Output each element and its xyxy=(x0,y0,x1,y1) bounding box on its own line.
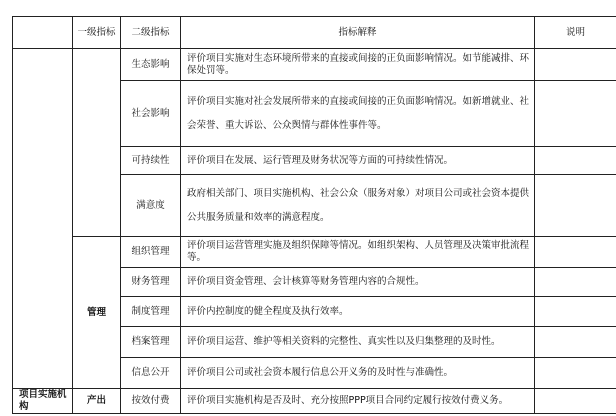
header-blank xyxy=(13,17,73,49)
note-cell xyxy=(535,49,616,81)
note-cell xyxy=(535,268,616,297)
level2-cell: 满意度 xyxy=(121,175,181,237)
indicator-table xyxy=(12,16,616,414)
table-row xyxy=(13,49,616,81)
explanation-cell: 评价项目运营管理实施及组织保障等情况。如组织架构、人员管理及决策审批流程等。 xyxy=(181,237,535,268)
note-cell xyxy=(535,175,616,237)
explanation-cell: 评价项目公司或社会资本履行信息公开义务的及时性与准确性。 xyxy=(181,358,535,389)
explanation-cell: 政府相关部门、项目实施机构、社会公众（服务对象）对项目公司或社会资本提供公共服务质量和效率的满意程度。 xyxy=(181,175,535,237)
note-cell xyxy=(535,327,616,358)
level1-cell-output: 产出 xyxy=(73,389,121,414)
note-cell xyxy=(535,147,616,175)
header-level1: 一级指标 xyxy=(73,17,121,49)
note-cell xyxy=(535,237,616,268)
note-cell xyxy=(535,297,616,327)
level2-cell: 制度管理 xyxy=(121,297,181,327)
note-cell xyxy=(535,358,616,389)
level2-cell: 财务管理 xyxy=(121,268,181,297)
level1-cell-blank xyxy=(73,49,121,237)
explanation-cell: 评价项目运营、维护等相关资料的完整性、真实性以及归集整理的及时性。 xyxy=(181,327,535,358)
explanation-cell: 评价内控制度的健全程度及执行效率。 xyxy=(181,297,535,327)
explanation-cell: 评价项目在发展、运行管理及财务状况等方面的可持续性情况。 xyxy=(181,147,535,175)
level2-cell: 社会影响 xyxy=(121,81,181,147)
header-level2: 二级指标 xyxy=(121,17,181,49)
level1-cell-management: 管理 xyxy=(73,237,121,389)
header-note: 说明 xyxy=(535,17,616,49)
level2-cell: 组织管理 xyxy=(121,237,181,268)
note-cell xyxy=(535,389,616,414)
header-row xyxy=(13,17,616,49)
level2-cell: 生态影响 xyxy=(121,49,181,81)
table-row xyxy=(13,237,616,268)
explanation-cell: 评价项目实施对生态环境所带来的直接或间接的正负面影响情况。如节能减排、环保处罚等。 xyxy=(181,49,535,81)
category-cell-agency: 项目实施机构 xyxy=(13,389,73,414)
level2-cell: 可持续性 xyxy=(121,147,181,175)
level2-cell: 按效付费 xyxy=(121,389,181,414)
note-cell xyxy=(535,81,616,147)
category-cell-blank xyxy=(13,49,73,389)
explanation-cell: 评价项目实施对社会发展所带来的直接或间接的正负面影响情况。如新增就业、社会荣誉、重大诉讼、公众舆情与群体性事件等。 xyxy=(181,81,535,147)
table-row xyxy=(13,389,616,414)
header-explanation: 指标解释 xyxy=(181,17,535,49)
level2-cell: 档案管理 xyxy=(121,327,181,358)
explanation-cell: 评价项目资金管理、会计核算等财务管理内容的合规性。 xyxy=(181,268,535,297)
level2-cell: 信息公开 xyxy=(121,358,181,389)
explanation-cell: 评价项目实施机构是否及时、充分按照PPP项目合同约定履行按效付费义务。 xyxy=(181,389,535,414)
